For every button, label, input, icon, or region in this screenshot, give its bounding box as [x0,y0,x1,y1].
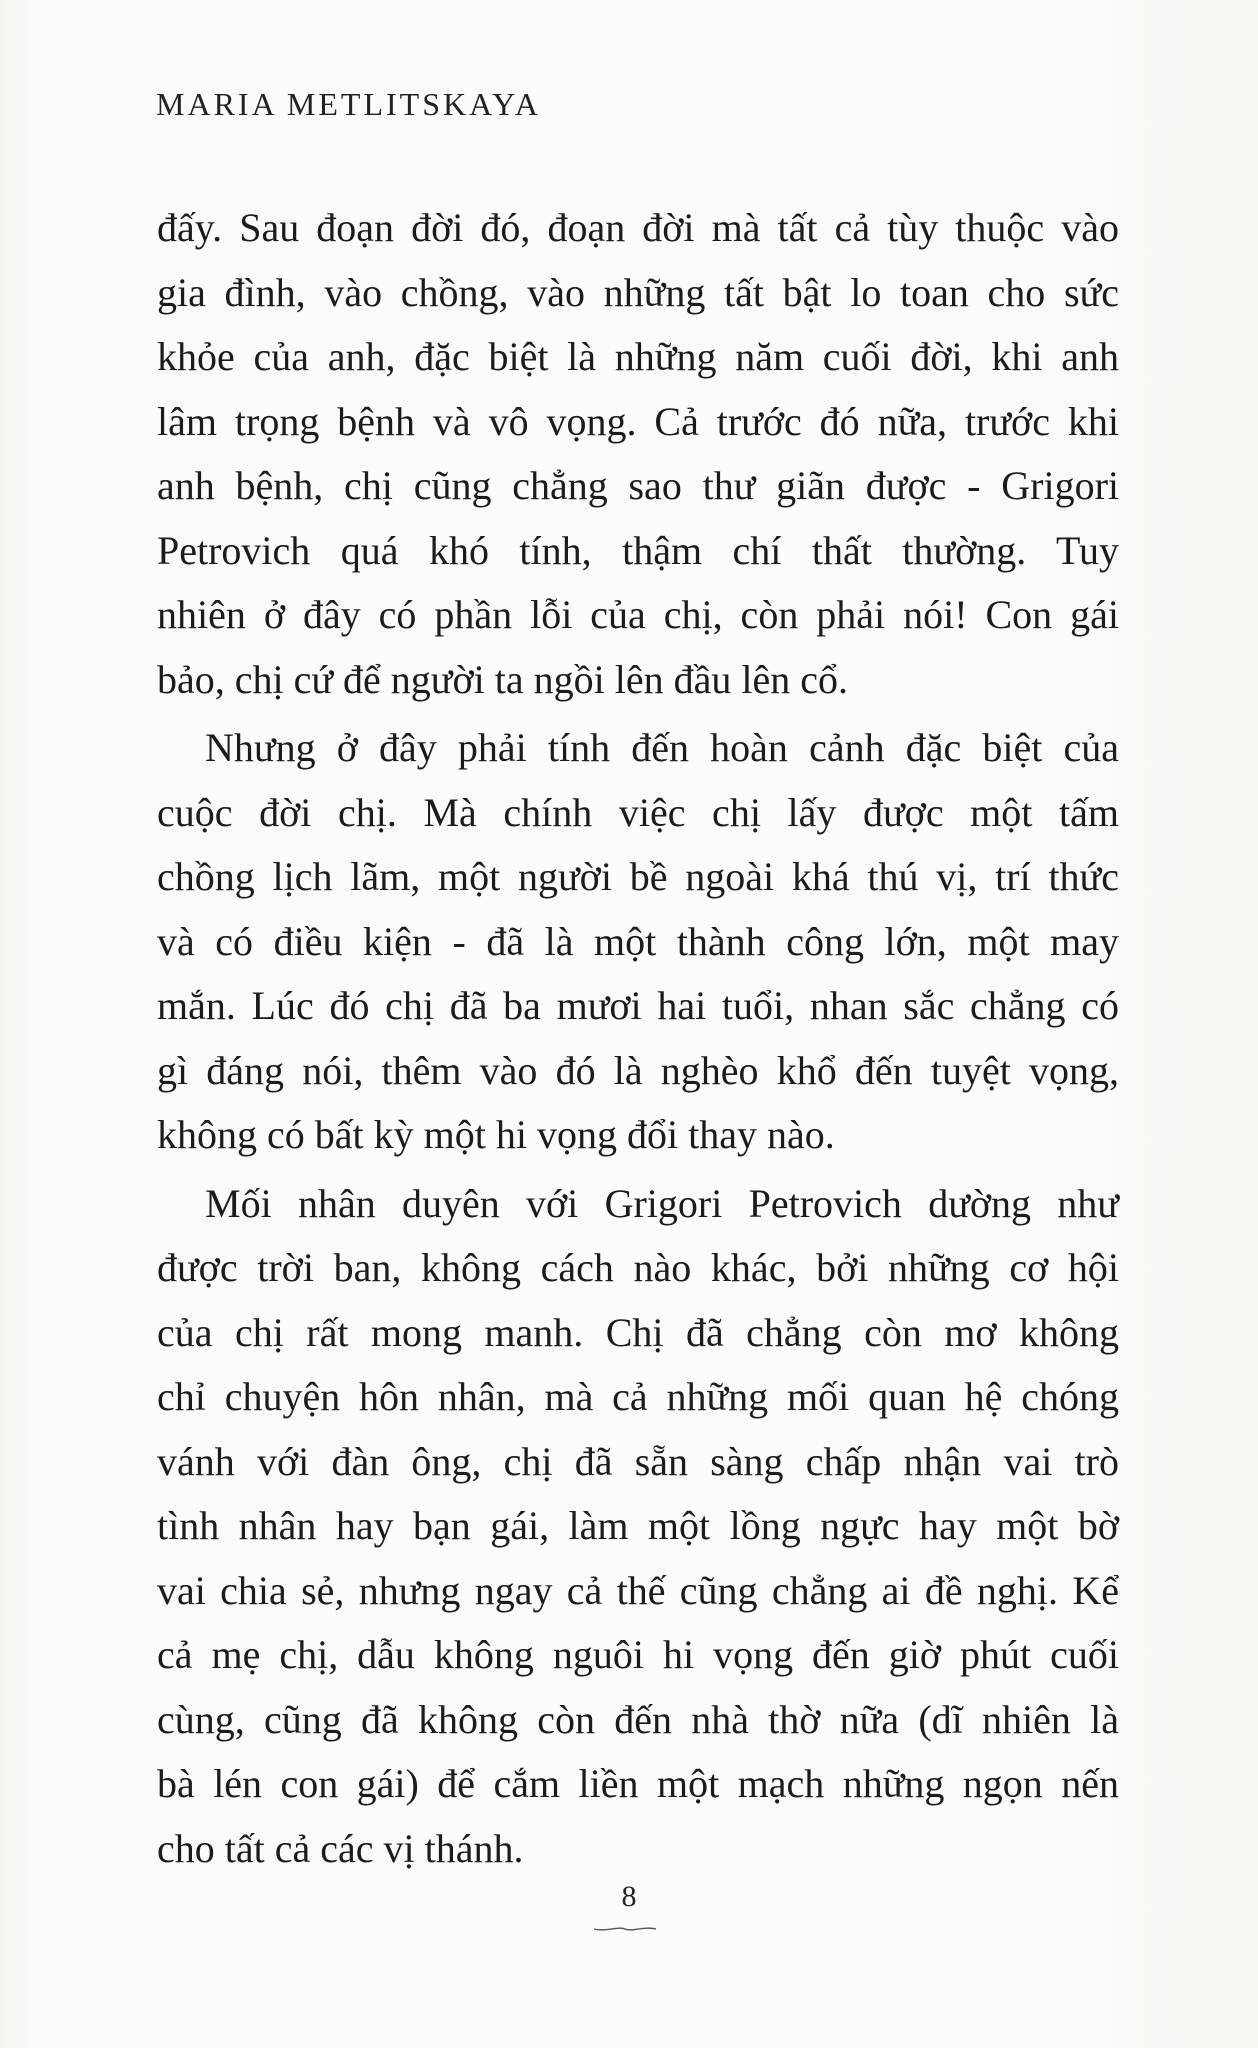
text-line: Mối nhân duyên với Grigori Petrovich dường như [205,1180,1119,1226]
text-line: cùng, cũng đã không còn đến nhà thờ nữa (dĩ nhiên là [157,1696,1119,1742]
text-line: vai chia sẻ, nhưng ngay cả thế cũng chẳng ai đề nghị. Kể [157,1567,1119,1613]
text-line: của chị rất mong manh. Chị đã chẳng còn mơ không [157,1309,1119,1355]
paragraph-1 [157,196,1119,712]
text-line: Petrovich quá khó tính, thậm chí thất thường. Tuy [157,527,1119,573]
text-line: khỏe của anh, đặc biệt là những năm cuối đời, khi anh [157,334,1119,379]
text-line: lâm trọng bệnh và vô vọng. Cả trước đó nữa, trước khi [157,398,1119,444]
running-header-author: MARIA METLITSKAYA [156,86,541,122]
text-line: gia đình, vào chồng, vào những tất bật lo toan cho sức [157,269,1119,315]
text-line: được trời ban, không cách nào khác, bởi những cơ hội [157,1245,1119,1290]
text-line: và có điều kiện - đã là một thành công lớn, một may [157,918,1119,964]
text-line: tình nhân hay bạn gái, làm một lồng ngực hay một bờ [157,1503,1119,1548]
text-line: anh bệnh, chị cũng chẳng sao thư giãn được - Grigori [157,463,1119,508]
text-line: Nhưng ở đây phải tính đến hoàn cảnh đặc biệt của [205,725,1119,770]
text-line: chỉ chuyện hôn nhân, mà cả những mối quan hệ chóng [157,1374,1119,1419]
text-line: chồng lịch lãm, một người bề ngoài khá thú vị, trí thức [157,854,1119,899]
page-number: 8 [621,1880,637,1913]
text-line: gì đáng nói, thêm vào đó là nghèo khổ đến tuyệt vọng, [157,1047,1119,1093]
text-line: nhiên ở đây có phần lỗi của chị, còn phải nói! Con gái [157,592,1119,637]
text-line: cả mẹ chị, dẫu không nguôi hi vọng đến giờ phút cuối [157,1632,1119,1677]
text-line: không có bất kỳ một hi vọng đổi thay nào. [157,1112,835,1157]
text-line: bảo, chị cứ để người ta ngồi lên đầu lên cổ. [157,656,848,702]
paragraph-3 [157,1172,1119,1882]
body-text [157,196,1119,1881]
text-line: đấy. Sau đoạn đời đó, đoạn đời mà tất cả tùy thuộc vào [157,205,1119,250]
text-line: mắn. Lúc đó chị đã ba mươi hai tuổi, nhan sắc chẳng có [157,983,1119,1028]
text-line: vánh với đàn ông, chị đã sẵn sàng chấp nhận vai trò [157,1438,1119,1484]
text-line: cho tất cả các vị thánh. [157,1825,524,1871]
text-line: bà lén con gái) để cắm liền một mạch những ngọn nến [157,1761,1119,1806]
page-number-ornament-icon [592,1925,658,1933]
text-line: cuộc đời chị. Mà chính việc chị lấy được một tấm [157,789,1119,835]
paragraph-2 [157,716,1119,1168]
